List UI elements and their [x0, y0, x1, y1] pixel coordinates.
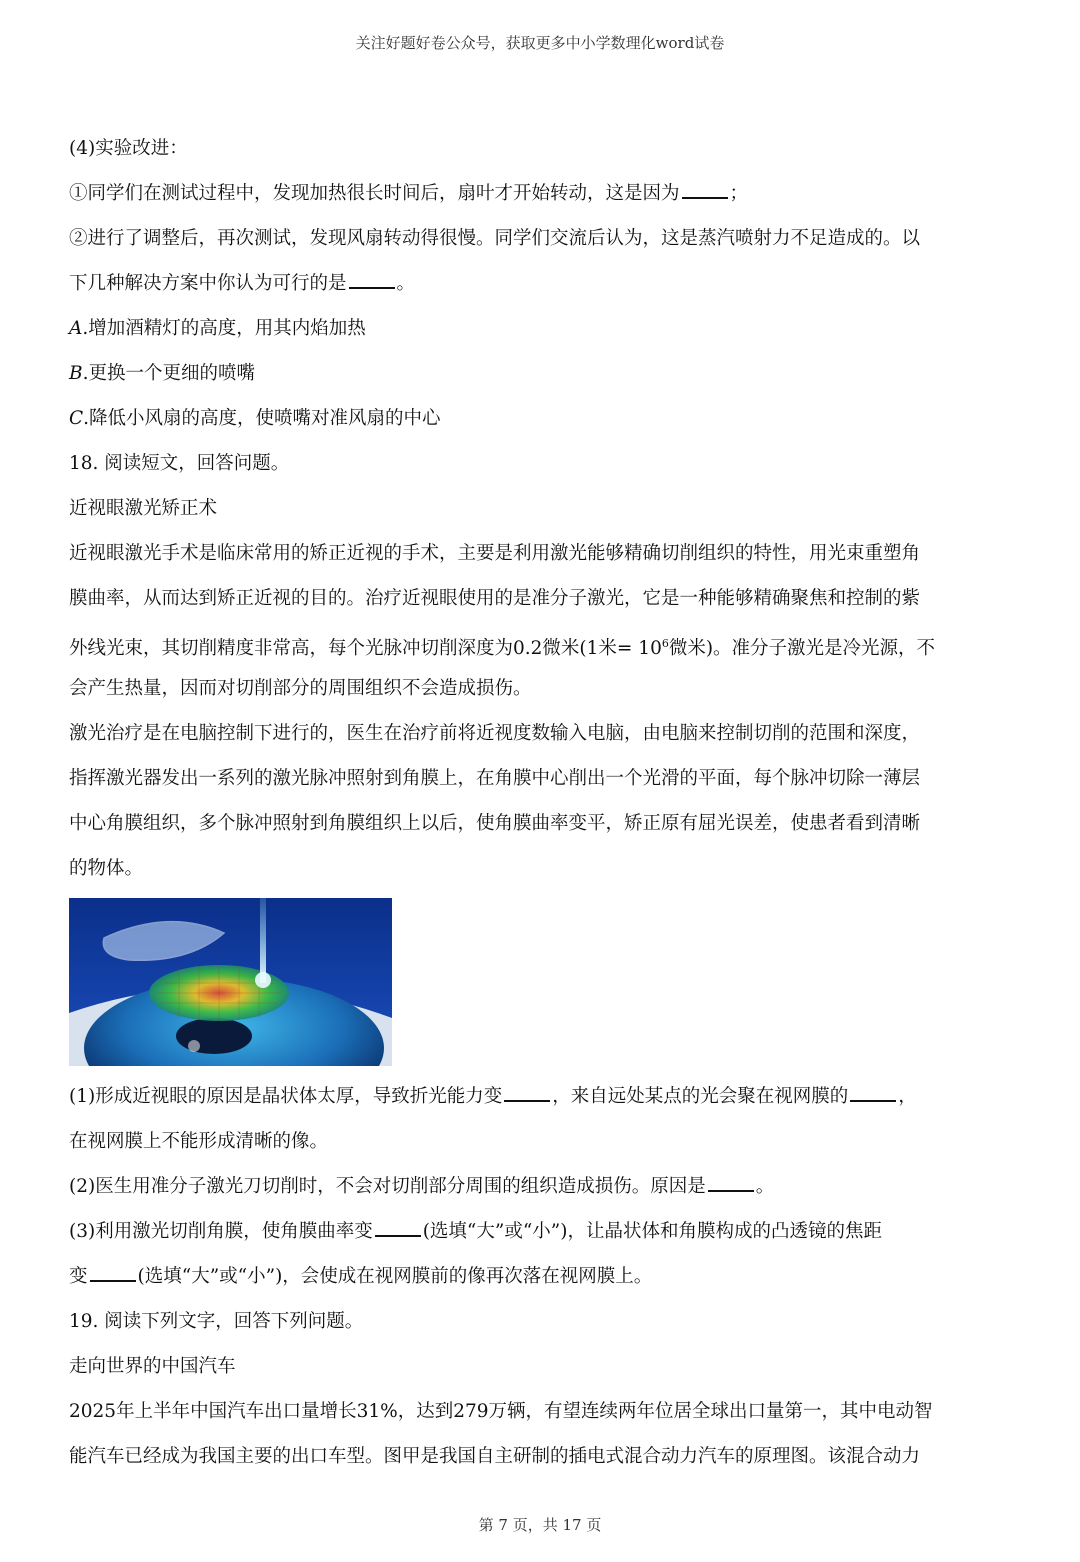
answer-blank[interactable]	[708, 1170, 754, 1192]
paragraph-line: 的物体。	[69, 858, 144, 879]
answer-blank[interactable]	[90, 1260, 136, 1282]
sub-question-1: (1)形成近视眼的原因是晶状体太厚，导致折光能力变 ，来自远处某点的光会聚在视网膜的 ，	[69, 1074, 1009, 1119]
laser-eye-surgery-image	[69, 898, 392, 1066]
sub-question-1-line-2: 在视网膜上不能形成清晰的像。	[69, 1131, 329, 1152]
paragraph-line: 指挥激光器发出一系列的激光脉冲照射到角膜上，在角膜中心削出一个光滑的平面，每个脉冲切除一薄层	[69, 768, 921, 789]
sub-question-3: (3)利用激光切削角膜，使角膜曲率变 (选填“大”或“小”)，让晶状体和角膜构成的凸透镜的焦距	[69, 1209, 1009, 1254]
paragraph-line: 外线光束，其切削精度非常高，每个光脉冲切削深度为0.2微米(1米= $10^6$微米)。准分子激光是冷光源，不	[69, 637, 936, 660]
article-title: 走向世界的中国汽车	[69, 1356, 236, 1377]
question-item-2-line-2: 下几种解决方案中你认为可行的是 。	[69, 261, 1009, 306]
sub-question-3-line-2: 变 (选填“大”或“小”)，会使成在视网膜前的像再次落在视网膜上。	[69, 1254, 1009, 1299]
article-title: 近视眼激光矫正术	[69, 498, 218, 519]
answer-blank[interactable]	[375, 1215, 421, 1237]
paragraph-line: 能汽车已经成为我国主要的出口车型。图甲是我国自主研制的插电式混合动力汽车的原理图。该混合动力	[69, 1446, 921, 1467]
paragraph-line: 中心角膜组织，多个脉冲照射到角膜组织上以后，使角膜曲率变平，矫正原有屈光误差，使患者看到清晰	[69, 813, 921, 834]
answer-blank[interactable]	[504, 1080, 550, 1102]
question-item-1: ①同学们在测试过程中，发现加热很长时间后，扇叶才开始转动，这是因为 ；	[69, 171, 1009, 216]
paragraph-line: 膜曲率，从而达到矫正近视的目的。治疗近视眼使用的是准分子激光，它是一种能够精确聚焦和控制的紫	[69, 588, 921, 609]
option-a: A.增加酒精灯的高度，用其内焰加热	[69, 318, 366, 339]
answer-blank[interactable]	[349, 267, 395, 289]
option-c: C.降低小风扇的高度，使喷嘴对准风扇的中心	[69, 408, 441, 429]
answer-blank[interactable]	[850, 1080, 896, 1102]
paragraph-line: 会产生热量，因而对切削部分的周围组织不会造成损伤。	[69, 678, 532, 699]
question-item-2-line-1: ②进行了调整后，再次测试，发现风扇转动得很慢。同学们交流后认为，这是蒸汽喷射力不足造成的。以	[69, 228, 921, 249]
question-18-stem: 18. 阅读短文，回答问题。	[69, 453, 290, 474]
sub-question-2: (2)医生用准分子激光刀切削时，不会对切削部分周围的组织造成损伤。原因是 。	[69, 1164, 1009, 1209]
option-b: B.更换一个更细的喷嘴	[69, 363, 255, 384]
question-19-stem: 19. 阅读下列文字，回答下列问题。	[69, 1311, 364, 1332]
paragraph-line: 2025年上半年中国汽车出口量增长31%，达到279万辆，有望连续两年位居全球出口量第一，其中电动智	[69, 1401, 933, 1422]
page-content	[69, 126, 1009, 1479]
page-header: 关注好题好卷公众号，获取更多中小学数理化word试卷	[355, 34, 725, 52]
paragraph-line: 近视眼激光手术是临床常用的矫正近视的手术，主要是利用激光能够精确切削组织的特性，用光束重塑角	[69, 543, 921, 564]
page-footer: 第 7 页，共 17 页	[478, 1516, 602, 1534]
paragraph-line: 激光治疗是在电脑控制下进行的，医生在治疗前将近视度数输入电脑，由电脑来控制切削的范围和深度，	[69, 723, 921, 744]
section-heading: (4)实验改进：	[69, 138, 188, 159]
answer-blank[interactable]	[682, 177, 728, 199]
